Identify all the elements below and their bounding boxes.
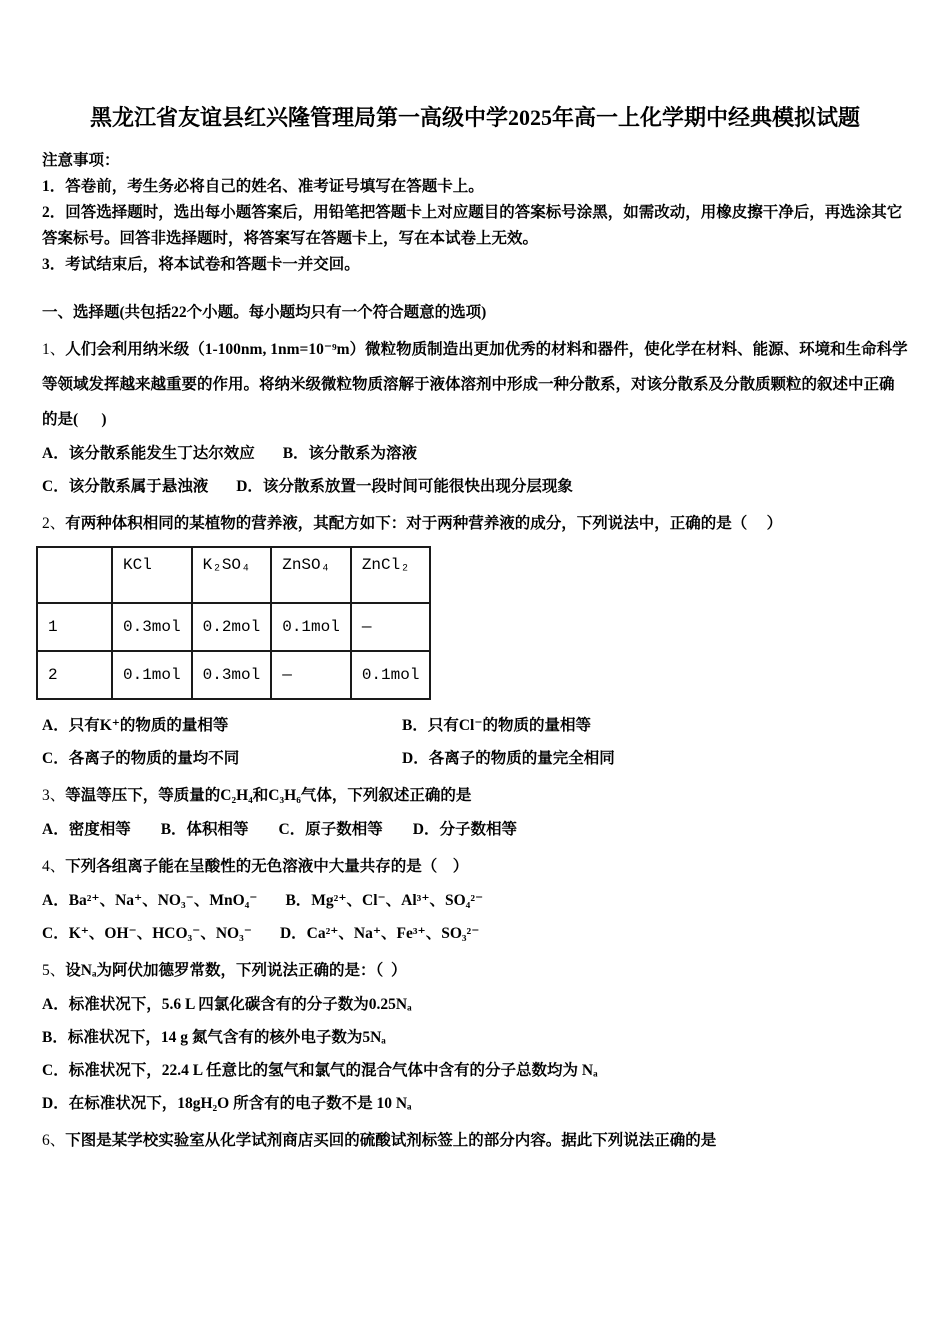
option-d: D．Ca²⁺、Na⁺、Fe³⁺、SO₃²⁻ bbox=[279, 925, 480, 942]
question-5 bbox=[42, 953, 908, 1120]
notice-item-2: 2．回答选择题时，选出每小题答案后，用铅笔把答题卡上对应题目的答案标号涂黑，如需改动，用橡皮擦干净后，再选涂其它答案标号。回答非选择题时，将答案写在答题卡上，写在本试卷上无效。 bbox=[42, 204, 903, 247]
notice-item-1: 1．答卷前，考生务必将自己的姓名、准考证号填写在答题卡上。 bbox=[42, 178, 484, 195]
table-header-row bbox=[37, 547, 430, 603]
option-row bbox=[42, 709, 908, 742]
option-a: A．Ba²⁺、Na⁺、NO₃⁻、MnO₄⁻ bbox=[42, 892, 258, 909]
notice-heading: 注意事项： bbox=[42, 152, 120, 169]
question-4 bbox=[42, 849, 908, 950]
option-a: A．只有K⁺的物质的量相等 bbox=[42, 717, 229, 734]
notice-item-3: 3．考试结束后，将本试卷和答题卡一并交回。 bbox=[42, 256, 360, 273]
question-stem: 等温等压下，等质量的C₂H₄和C₃H₆气体，下列叙述正确的是 bbox=[65, 787, 472, 804]
option-d: D．各离子的物质的量完全相同 bbox=[402, 750, 615, 767]
question-number: 2、 bbox=[42, 515, 66, 532]
option-row bbox=[42, 437, 908, 470]
option-a: A．标准状况下，5.6 L 四氯化碳含有的分子数为0.25Nₐ bbox=[42, 996, 412, 1013]
option-c: C．K⁺、OH⁻、HCO₃⁻、NO₃⁻ bbox=[42, 925, 252, 942]
question-number: 3、 bbox=[42, 787, 66, 804]
option-row bbox=[42, 917, 908, 950]
question-stem: 下图是某学校实验室从化学试剂商店买回的硫酸试剂标签上的部分内容。据此下列说法正确的是 bbox=[65, 1132, 717, 1149]
option-a: A．密度相等 bbox=[42, 821, 131, 838]
question-number: 1、 bbox=[42, 341, 66, 358]
table-header-cell: KCl bbox=[112, 547, 192, 603]
option-row bbox=[42, 1087, 908, 1120]
table-cell: 0.2mol bbox=[192, 603, 272, 651]
option-b: B．体积相等 bbox=[160, 821, 249, 838]
question-number: 6、 bbox=[42, 1132, 66, 1149]
question-1-stem-line bbox=[42, 332, 908, 437]
question-1 bbox=[42, 332, 908, 503]
section-heading: 一、选择题(共包括22个小题。每小题均只有一个符合题意的选项) bbox=[42, 304, 487, 321]
table-row bbox=[37, 603, 430, 651]
nutrient-solution-table bbox=[36, 546, 431, 700]
table-cell: 0.1mol bbox=[112, 651, 192, 699]
option-row bbox=[42, 742, 908, 775]
table-cell: 0.3mol bbox=[112, 603, 192, 651]
option-row bbox=[42, 988, 908, 1021]
question-3 bbox=[42, 778, 908, 846]
option-row bbox=[42, 813, 908, 846]
question-stem: 设Nₐ为阿伏加德罗常数，下列说法正确的是：（ ） bbox=[65, 962, 407, 979]
question-6 bbox=[42, 1123, 908, 1158]
question-6-stem-line bbox=[42, 1123, 908, 1158]
table-cell: 0.3mol bbox=[192, 651, 272, 699]
table-header-cell: K₂SO₄ bbox=[192, 547, 272, 603]
notice-section bbox=[42, 148, 908, 278]
question-2-stem-line bbox=[42, 506, 908, 541]
table-cell: 0.1mol bbox=[271, 603, 351, 651]
table-header-cell: ZnCl₂ bbox=[351, 547, 431, 603]
question-4-stem-line bbox=[42, 849, 908, 884]
option-b: B．只有Cl⁻的物质的量相等 bbox=[402, 717, 592, 734]
question-2 bbox=[42, 506, 908, 775]
option-row bbox=[42, 884, 908, 917]
option-d: D．分子数相等 bbox=[412, 821, 517, 838]
option-row bbox=[42, 1021, 908, 1054]
question-5-stem-line bbox=[42, 953, 908, 988]
question-stem: 有两种体积相同的某植物的营养液，其配方如下：对于两种营养液的成分，下列说法中，正确的是（ ） bbox=[65, 515, 783, 532]
question-stem: 人们会利用纳米级（1-100nm, 1nm=10⁻⁹m）微粒物质制造出更加优秀的材料和器件，使化学在材料、能源、环境和生命科学等领域发挥越来越重要的作用。将纳米级微粒物质溶解于液体溶剂中形成一种分散系，对该分散系及分散质颗粒的叙述中正确的是( ) bbox=[42, 341, 908, 428]
table-header-cell: ZnSO₄ bbox=[271, 547, 351, 603]
option-b: B．标准状况下，14 g 氮气含有的核外电子数为5Nₐ bbox=[42, 1029, 386, 1046]
option-c: C．各离子的物质的量均不同 bbox=[42, 750, 240, 767]
option-c: C．该分散系属于悬浊液 bbox=[42, 478, 209, 495]
table-cell: 1 bbox=[37, 603, 112, 651]
exam-title: 黑龙江省友谊县红兴隆管理局第一高级中学2025年高一上化学期中经典模拟试题 bbox=[89, 105, 860, 130]
table-cell: 0.1mol bbox=[351, 651, 431, 699]
question-number: 5、 bbox=[42, 962, 66, 979]
question-number: 4、 bbox=[42, 858, 66, 875]
option-a: A．该分散系能发生丁达尔效应 bbox=[42, 445, 255, 462]
question-3-stem-line bbox=[42, 778, 908, 813]
question-stem: 下列各组离子能在呈酸性的无色溶液中大量共存的是（ ） bbox=[65, 858, 469, 875]
table-header-cell bbox=[37, 547, 112, 603]
table-cell: 2 bbox=[37, 651, 112, 699]
option-d: D．在标准状况下，18gH₂O 所含有的电子数不是 10 Nₐ bbox=[42, 1095, 412, 1112]
option-b: B．该分散系为溶液 bbox=[282, 445, 418, 462]
option-row bbox=[42, 470, 908, 503]
option-c: C．标准状况下，22.4 L 任意比的氢气和氯气的混合气体中含有的分子总数均为 Nₐ bbox=[42, 1062, 598, 1079]
table-row bbox=[37, 651, 430, 699]
table-cell: — bbox=[351, 603, 431, 651]
option-b: B．Mg²⁺、Cl⁻、Al³⁺、SO₄²⁻ bbox=[285, 892, 484, 909]
option-d: D．该分散系放置一段时间可能很快出现分层现象 bbox=[236, 478, 573, 495]
table-cell: — bbox=[271, 651, 351, 699]
option-row bbox=[42, 1054, 908, 1087]
option-c: C．原子数相等 bbox=[278, 821, 383, 838]
